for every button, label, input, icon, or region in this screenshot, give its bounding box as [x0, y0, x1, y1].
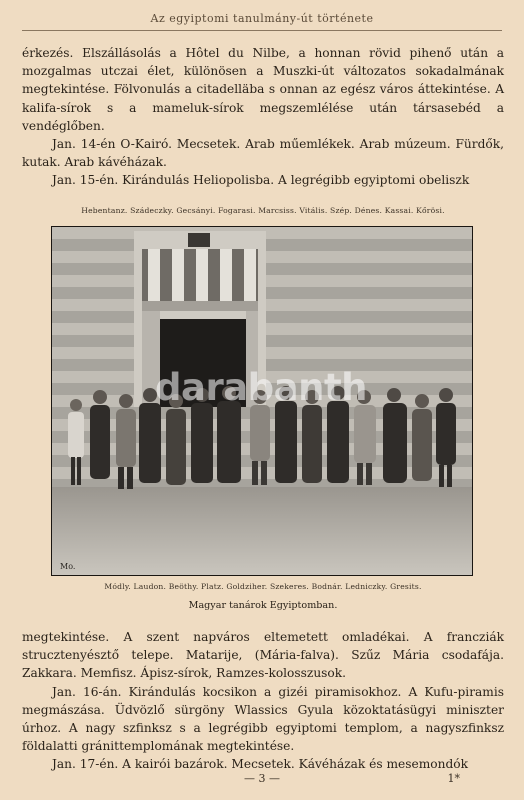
photo-caption: Magyar tanárok Egyiptomban. [188, 600, 338, 611]
arch-voussoirs [142, 249, 258, 301]
paragraph: érkezés. Elszállásolás a Hôtel du Nilbe, a honnan rövid pihenő után a mozgalmas utczai élet, különösen a Muszki-út változatos sokadalmának megtekintése. Fölvonulás a citadelläba s onnan az egész város áttekintése. A kalifa-sírok s a mameluk-sírok megszemlélése után társasebéd a vendéglőben. [22, 46, 504, 133]
paragraph: Jan. 14-én O-Kairó. Mecsetek. Arab műemlékek. Arab múzeum. Fürdők, kutak. Arab kávéházak. [22, 137, 504, 170]
page-number: — 3 — [244, 772, 280, 785]
paragraph: Jan. 16-án. Kirándulás kocsikon a gizéi piramisokhoz. A Kufu-piramis megmászása. Üdvözlő sürgöny Wlassics Gyula közoktatásügyi miniszter úrhoz. A nagy szfinksz s a legrégibb egyiptomi templom, a nagyszfinksz földalatti gránittemplomának megtekintése. [22, 684, 504, 754]
paragraph: Jan. 17-én. A kairói bazárok. Mecsetek. Kávéházak és mesemondók [52, 757, 468, 772]
photo-names-bottom: Módly. Laudon. Beöthy. Platz. Goldziher. Szekeres. Bodnár. Ledniczky. Gresits. [104, 582, 422, 591]
header-rule [22, 30, 502, 31]
watermark: darabanth [155, 366, 367, 409]
top-text-block [22, 44, 504, 190]
running-header: Az egyiptomi tanulmány-út története [150, 12, 374, 25]
bottom-text-block [22, 628, 504, 774]
paragraph: megtekintése. A szent napváros eltemetett omladékai. A francziák strucztenyésztő telepe. Matarije, (Mária-falva). Szűz Mária csodafája. Zakkara. Memfisz. Ápisz-sírok, Ramzes-kolosszusok. [22, 630, 504, 681]
ground [52, 487, 472, 575]
sheet-signature-mark: 1* [447, 772, 460, 785]
photographer-signature: Mo. [60, 562, 76, 571]
paragraph: Jan. 15-én. Kirándulás Heliopolisba. A legrégibb egyiptomi obeliszk [52, 173, 470, 188]
photo-names-top: Hebentanz. Szádeczky. Gecsányi. Fogarasi. Marcsiss. Vitális. Szép. Dénes. Kassai. Kőrösi. [81, 206, 445, 215]
